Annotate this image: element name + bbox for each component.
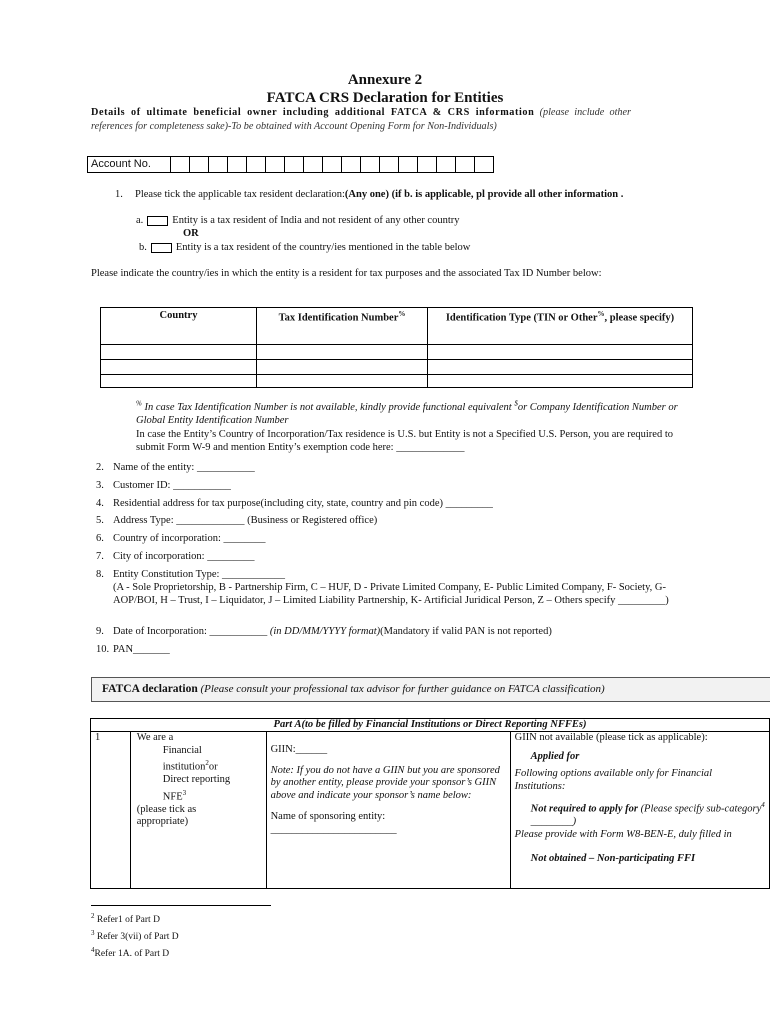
table-cell[interactable] — [428, 345, 693, 360]
account-digit-box[interactable] — [304, 157, 323, 172]
sponsor-name-field[interactable]: Name of sponsoring entity: ________________________ — [270, 811, 397, 835]
question-1-text: Please tick the applicable tax resident declaration:(Any one) (if b. is applicable, pl provide all other information . — [135, 189, 624, 200]
account-digit-box[interactable] — [418, 157, 437, 172]
list-item: 6. Country of incorporation: ________ — [96, 533, 266, 544]
table-cell[interactable] — [428, 375, 693, 388]
account-digit-box[interactable] — [399, 157, 418, 172]
list-item: 9. Date of Incorporation: ___________ (in DD/MM/YYYY format)(Mandatory if valid PAN is not reported) — [96, 626, 552, 637]
part-a-header: Part A(to be filled by Financial Institutions or Direct Reporting NFFEs) — [91, 719, 770, 732]
giin-note: Note: If you do not have a GIIN but you are sponsored by another entity, please provide your sponsor’s GIIN above and indicate your sponsor’s name below: — [270, 764, 500, 801]
details-italic: (please include other references for completeness sake)-To be obtained with Account Opening Form for Non-Individuals) — [91, 107, 631, 132]
account-digit-box[interactable] — [380, 157, 399, 172]
details-intro — [91, 106, 631, 134]
option-b-checkbox[interactable] — [151, 243, 172, 253]
footnote-item: $^4$Refer 1A. of Part D — [91, 946, 170, 960]
list-item: 10. PAN_______ — [96, 644, 170, 655]
list-item: 3. Customer ID: ___________ — [96, 480, 231, 491]
part-a-table — [90, 718, 770, 889]
account-number-label: Account No. — [88, 157, 171, 172]
account-digit-box[interactable] — [475, 157, 493, 172]
list-item: 4. Residential address for tax purpose(including city, state, country and pin code) _________ — [96, 498, 493, 509]
option-b: b. Entity is a tax resident of the country/ies mentioned in the table below — [139, 242, 471, 253]
not-required-option[interactable]: Not required to apply for (Please specify sub-category$^4$ ________) — [530, 801, 765, 827]
table-row — [101, 375, 693, 388]
account-digit-box[interactable] — [361, 157, 380, 172]
option-a-checkbox[interactable] — [147, 216, 168, 226]
account-digit-box[interactable] — [437, 157, 456, 172]
entity-type-legend: (A - Sole Proprietorship, B - Partnership Firm, C – HUF, D - Private Limited Company, E- Public Limited Company, F- Society, G- AOP/BOI, H – Trust, I – Liquidator, J – Limited Liability Partnership, K- Artificial Juridical Person, Z – Others specify _________) — [113, 582, 669, 606]
account-digit-box[interactable] — [247, 157, 266, 172]
col-tin: Tax Identification Number% — [257, 308, 428, 345]
or-label: OR — [183, 228, 199, 239]
footnotes — [91, 910, 179, 961]
account-number-field[interactable] — [87, 156, 494, 173]
indicate-text: Please indicate the country/ies in which the entity is a resident for tax purposes and the associated Tax ID Number below: — [91, 268, 602, 279]
option-a: a. Entity is a tax resident of India and not resident of any other country — [136, 215, 460, 226]
annexure-label: Annexure 2 — [347, 72, 423, 88]
table-row — [101, 345, 693, 360]
list-item: 5. Address Type: _____________ (Business or Registered office) — [96, 515, 378, 526]
page-title: FATCA CRS Declaration for Entities — [266, 90, 504, 106]
us-person-note: In case the Entity’s Country of Incorporation/Tax residence is U.S. but Entity is not a Specified U.S. Person, you are required to submit Form W-9 and mention Entity’s exemption code here: _____________ — [136, 428, 673, 454]
table-cell[interactable] — [101, 345, 257, 360]
details-bold: Details of ultimate beneficial owner including additional FATCA & CRS information — [91, 107, 535, 118]
entity-category-cell: We are a Financial institution$^2$or Direct reporting NFE$^3$ (please tick as appropriate) — [130, 732, 266, 889]
account-digit-box[interactable] — [171, 157, 190, 172]
table-cell[interactable] — [101, 375, 257, 388]
list-item: 8. Entity Constitution Type: ____________ — [96, 569, 286, 580]
table-cell[interactable] — [257, 345, 428, 360]
tin-footnote: % In case Tax Identification Number is not available, kindly provide functional equivalent $or Company Identification Number or Global Entity Identification Number In case the Entity’s Country of Incorporation/Tax residence is U.S. but Entity is not a Specified U.S. Person, you are required to submit Form W-9 and mention Entity’s exemption code here: _____________ — [136, 399, 678, 454]
tax-residency-table — [100, 307, 693, 388]
account-digit-box[interactable] — [266, 157, 285, 172]
account-digit-box[interactable] — [323, 157, 342, 172]
table-row — [101, 360, 693, 375]
fatca-declaration-header: FATCA declaration (Please consult your professional tax advisor for further guidance on FATCA classification) — [91, 677, 770, 702]
col-id-type: Identification Type (TIN or Other%, please specify) — [428, 308, 693, 345]
col-country: Country — [101, 308, 257, 345]
table-cell[interactable] — [428, 360, 693, 375]
account-digit-box[interactable] — [209, 157, 228, 172]
table-cell[interactable] — [257, 375, 428, 388]
giin-cell — [266, 732, 510, 889]
question-1-number: 1. — [115, 189, 123, 200]
row-number: 1 — [91, 732, 131, 889]
applied-for-option[interactable]: Applied for — [530, 750, 580, 762]
footnote-divider — [91, 905, 271, 906]
list-item: 2. Name of the entity: ___________ — [96, 462, 255, 473]
footnote-item: $^2$ Refer1 of Part D — [91, 912, 160, 926]
account-digit-box[interactable] — [190, 157, 209, 172]
account-digit-box[interactable] — [342, 157, 361, 172]
footnote-item: $^3$ Refer 3(vii) of Part D — [91, 929, 179, 943]
account-digit-box[interactable] — [285, 157, 304, 172]
table-cell[interactable] — [257, 360, 428, 375]
giin-field[interactable]: GIIN:______ — [270, 744, 328, 755]
giin-unavailable-cell: GIIN not available (please tick as applicable): Applied for Following options available only for Financial Institutions: Not required to apply for (Please specify sub-category$^4$ ________) Please provide with Form W8-BEN-E, duly filled in Not obtained – Non-participating FFI — [510, 732, 769, 889]
entity-details-list — [96, 461, 696, 656]
table-cell[interactable] — [101, 360, 257, 375]
list-item: 7. City of incorporation: _________ — [96, 551, 255, 562]
account-digit-box[interactable] — [456, 157, 475, 172]
not-obtained-option[interactable]: Not obtained – Non-participating FFI — [530, 853, 696, 864]
account-digit-box[interactable] — [228, 157, 247, 172]
